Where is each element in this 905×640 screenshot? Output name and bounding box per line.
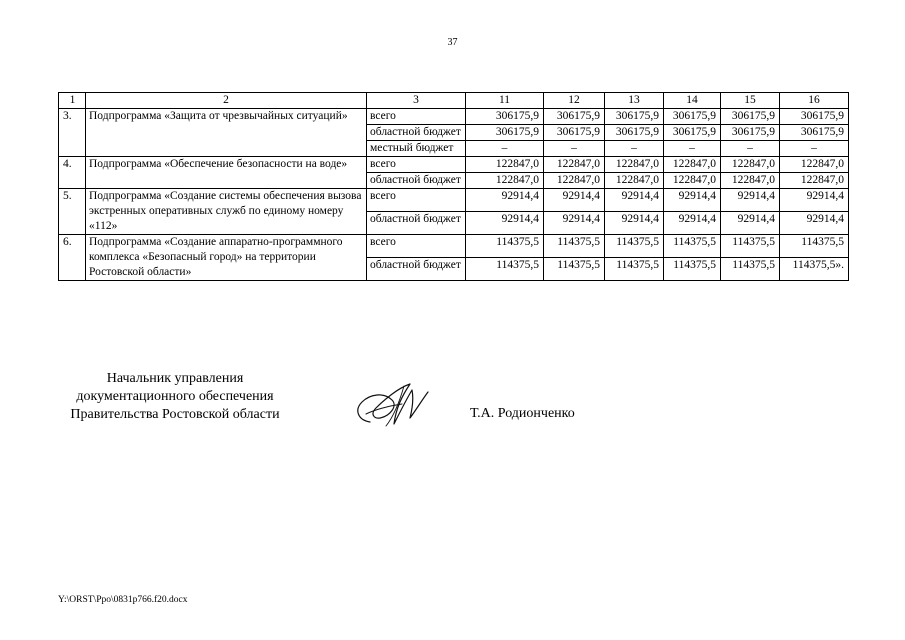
row-index: 3. [59, 109, 86, 157]
subprogram-name: Подпрограмма «Обеспечение безопасности на воде» [86, 157, 367, 189]
table-header-cell: 13 [605, 93, 664, 109]
table-row [59, 189, 849, 212]
value-cell: 122847,0 [780, 173, 849, 189]
table-header-cell: 16 [780, 93, 849, 109]
value-cell: – [466, 141, 544, 157]
budget-table [58, 92, 849, 281]
row-index: 4. [59, 157, 86, 189]
signature-block [0, 370, 905, 440]
official-title-line: Начальник управления [106, 371, 244, 386]
value-cell: 122847,0 [466, 173, 544, 189]
value-cell: – [721, 141, 780, 157]
table-header-cell: 2 [86, 93, 367, 109]
funding-source: областной бюджет [367, 173, 466, 189]
table-row [59, 157, 849, 173]
value-cell: 306175,9 [544, 125, 605, 141]
value-cell: – [780, 141, 849, 157]
value-cell: 306175,9 [780, 125, 849, 141]
value-cell: 114375,5 [605, 258, 664, 281]
funding-source: всего [367, 157, 466, 173]
table-row [59, 235, 849, 258]
subprogram-name: Подпрограмма «Создание системы обеспечения вызова экстренных оперативных служб по единому номеру «112» [86, 189, 367, 235]
value-cell: 114375,5». [780, 258, 849, 281]
value-cell: 122847,0 [544, 173, 605, 189]
value-cell: 122847,0 [721, 173, 780, 189]
value-cell: 306175,9 [544, 109, 605, 125]
table-header-cell: 15 [721, 93, 780, 109]
official-name: Т.А. Родионченко [470, 406, 575, 421]
value-cell: – [664, 141, 721, 157]
funding-source: областной бюджет [367, 212, 466, 235]
value-cell: 92914,4 [780, 189, 849, 212]
value-cell: 306175,9 [466, 125, 544, 141]
table-header-cell: 1 [59, 93, 86, 109]
value-cell: 92914,4 [544, 189, 605, 212]
value-cell: 306175,9 [466, 109, 544, 125]
value-cell: 114375,5 [466, 235, 544, 258]
value-cell: 114375,5 [466, 258, 544, 281]
value-cell: 306175,9 [721, 109, 780, 125]
value-cell: 114375,5 [780, 235, 849, 258]
table-header-cell: 12 [544, 93, 605, 109]
value-cell: 92914,4 [721, 212, 780, 235]
value-cell: 114375,5 [544, 258, 605, 281]
handwritten-signature [340, 370, 440, 440]
value-cell: 92914,4 [605, 189, 664, 212]
value-cell: 306175,9 [664, 109, 721, 125]
value-cell: 92914,4 [664, 212, 721, 235]
table-row [59, 109, 849, 125]
value-cell: 114375,5 [605, 235, 664, 258]
value-cell: – [544, 141, 605, 157]
value-cell: 92914,4 [544, 212, 605, 235]
subprogram-name: Подпрограмма «Создание аппаратно-программного комплекса «Безопасный город» на территории Ростовской области» [86, 235, 367, 281]
funding-source: всего [367, 235, 466, 258]
value-cell: 122847,0 [664, 173, 721, 189]
value-cell: 122847,0 [721, 157, 780, 173]
value-cell: 92914,4 [664, 189, 721, 212]
table-header-cell: 11 [466, 93, 544, 109]
table-header-cell: 14 [664, 93, 721, 109]
funding-source: областной бюджет [367, 258, 466, 281]
funding-source: всего [367, 189, 466, 212]
value-cell: – [605, 141, 664, 157]
value-cell: 306175,9 [605, 125, 664, 141]
value-cell: 122847,0 [544, 157, 605, 173]
value-cell: 92914,4 [721, 189, 780, 212]
value-cell: 114375,5 [721, 258, 780, 281]
value-cell: 306175,9 [605, 109, 664, 125]
value-cell: 306175,9 [780, 109, 849, 125]
official-title-line: Правительства Ростовской области [70, 407, 280, 422]
funding-source: областной бюджет [367, 125, 466, 141]
value-cell: 122847,0 [605, 173, 664, 189]
value-cell: 92914,4 [466, 212, 544, 235]
row-index: 5. [59, 189, 86, 235]
value-cell: 92914,4 [605, 212, 664, 235]
value-cell: 122847,0 [780, 157, 849, 173]
file-path: Y:\ORST\Ppo\0831p766.f20.docx [58, 595, 188, 605]
subprogram-name: Подпрограмма «Защита от чрезвычайных ситуаций» [86, 109, 367, 157]
value-cell: 114375,5 [544, 235, 605, 258]
value-cell: 122847,0 [466, 157, 544, 173]
value-cell: 306175,9 [721, 125, 780, 141]
table-header-cell: 3 [367, 93, 466, 109]
value-cell: 92914,4 [780, 212, 849, 235]
page-number: 37 [447, 37, 458, 48]
value-cell: 122847,0 [664, 157, 721, 173]
value-cell: 306175,9 [664, 125, 721, 141]
official-title-line: документационного обеспечения [76, 389, 274, 404]
value-cell: 92914,4 [466, 189, 544, 212]
value-cell: 114375,5 [664, 235, 721, 258]
value-cell: 114375,5 [664, 258, 721, 281]
official-title [60, 370, 290, 424]
value-cell: 122847,0 [605, 157, 664, 173]
funding-source: всего [367, 109, 466, 125]
row-index: 6. [59, 235, 86, 281]
value-cell: 114375,5 [721, 235, 780, 258]
table-header-row [59, 93, 849, 109]
funding-source: местный бюджет [367, 141, 466, 157]
